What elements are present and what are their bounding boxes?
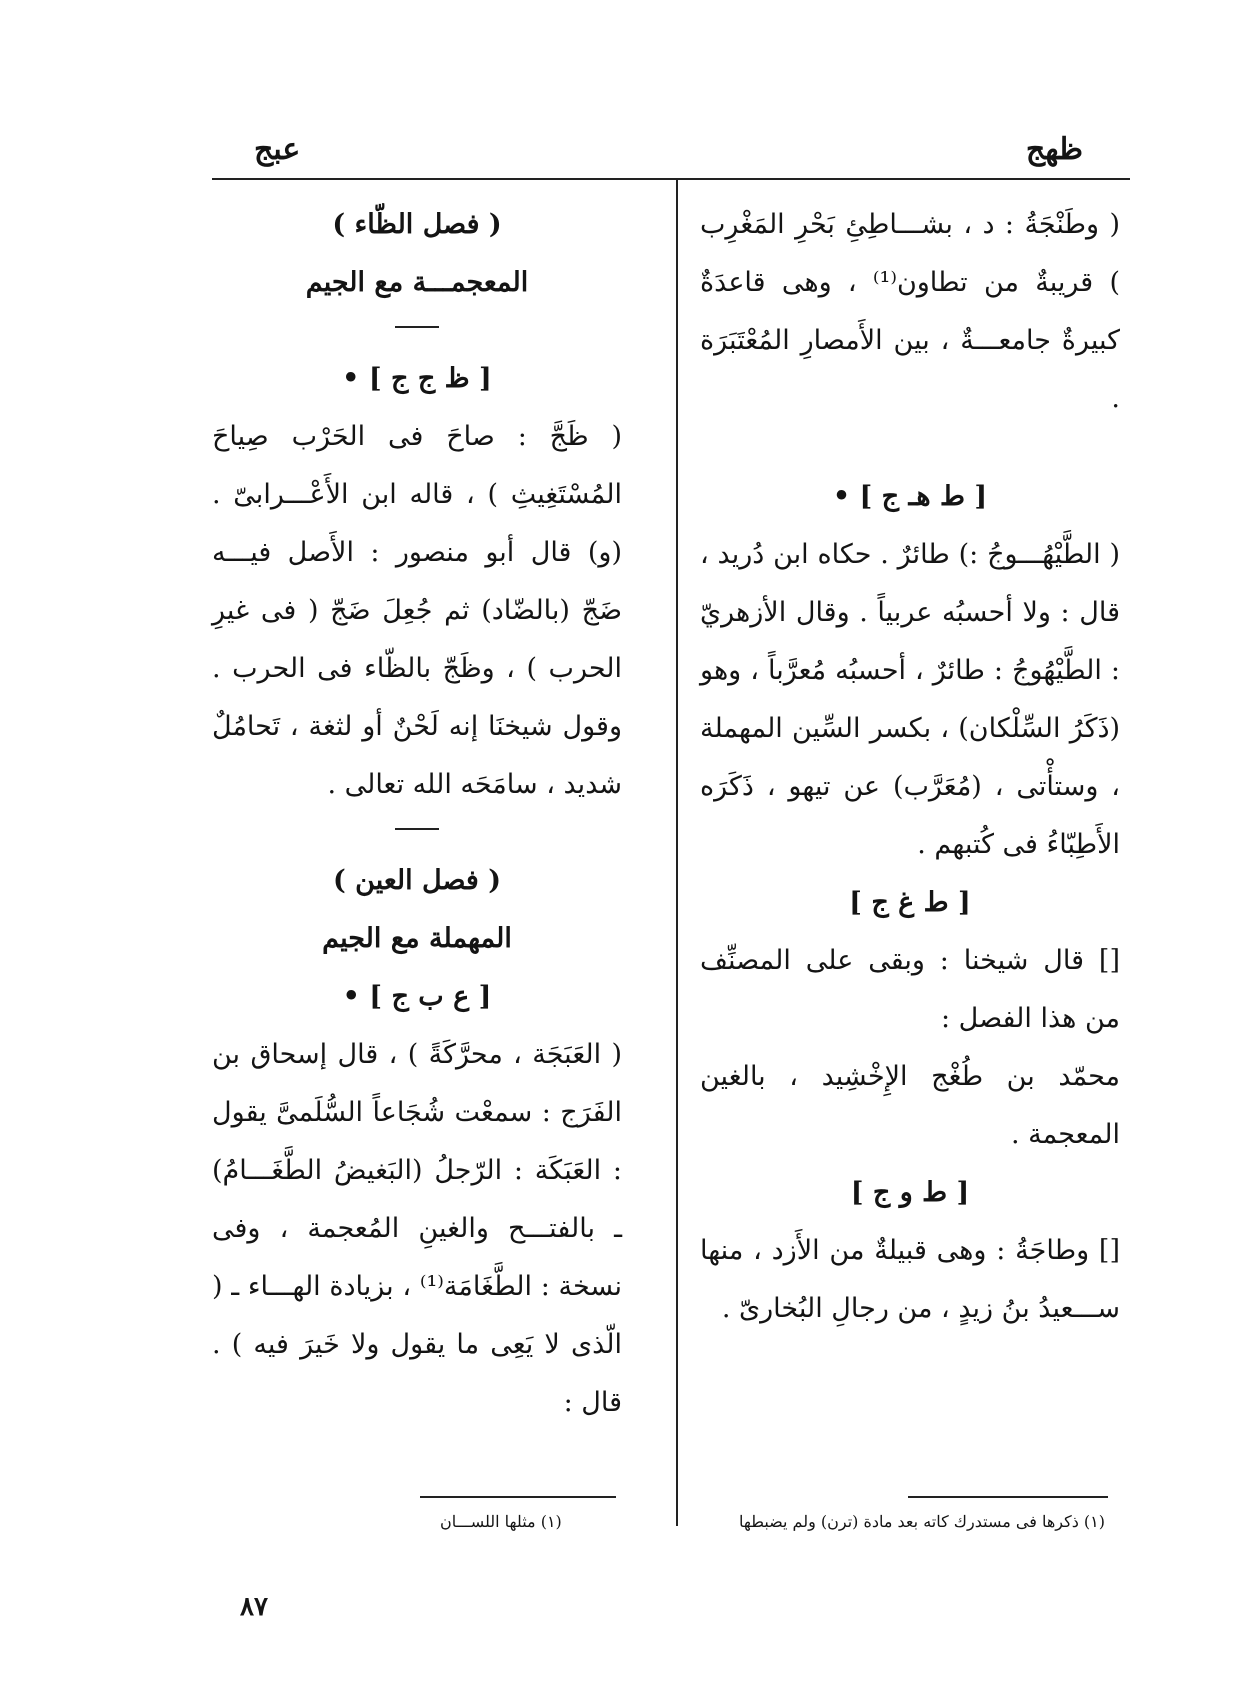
entry-note-shaykh: [] قال شيخنا : وبقى على المصنِّف من هذا الفصل : [700, 945, 1120, 1034]
footnote-right: (١) ذكرها فى مستدرك ك‍اته بعد مادة (ترن) ولم يضبطها [738, 1512, 1105, 1531]
right-column [700, 196, 1120, 1338]
section-subtitle-zaa: المعجمـــة مع الجيم [305, 267, 529, 298]
headword-zjj: [ ظ ج ج ] • [342, 363, 492, 394]
running-header-right: ظهج [1025, 132, 1083, 167]
header-rule [212, 178, 1130, 180]
footnote-rule-left [420, 1496, 616, 1498]
section-subtitle-ayn: المهملة مع الجيم [322, 923, 512, 954]
entry-taja: [] وطاجَةُ : وهى قبيلةٌ من الأَزد ، منها ســـعيدُ بنُ زيدٍ ، من رجالِ البُخارىّ . [700, 1235, 1120, 1324]
section-rule [395, 828, 439, 830]
page-number: ٨٧ [240, 1592, 268, 1622]
headword-tghj: [ ط غ ج ] [849, 887, 971, 918]
entry-tayhuj: ( الطَّيْهُـــوجُ :) طائرٌ . حكاه ابن دُريد ، قال : ولا أحسبُه عربياً . وقال الأزهريّ : الطَّيْهُوجُ : طائرٌ ، أحسبُه مُعرَّباً ، وهو (ذَكَرُ السِّلْكان) ، بكسر السِّين المهملة ، وستأْتى ، (مُعَرَّب) عن تيهو ، ذَكَرَه الأَطِبّاءُ فى كُتبهم . [700, 539, 1120, 860]
running-header-left: عبج [254, 132, 301, 167]
spacer [700, 428, 1120, 468]
headword-tahj: [ ط هـ ج ] • [832, 481, 988, 512]
section-title-zaa: ( فصل الظّاء ) [332, 209, 502, 240]
section-rule [395, 326, 439, 328]
footnote-left: (١) مثلها اللســـان [440, 1512, 562, 1531]
section-title-ayn: ( فصل العين ) [333, 865, 501, 896]
headword-twj: [ ط و ج ] [850, 1177, 970, 1208]
headword-abj: [ ع ب ج ] • [342, 981, 492, 1012]
left-column [212, 196, 622, 1432]
entry-tughj: محمّد بن طُغْج الإِخْشِيد ، بالغين المعجمة . [700, 1061, 1120, 1150]
column-divider [676, 180, 678, 1526]
entry-abaja: ( العَبَجَة ، محرَّكَةً ) ، قال إسحاق بن الفَرَج : سمعْت شُجَاعاً السُّلَمىَّ يقول : العَبَكَة : الرّجلُ (البَغيضُ الطَّغَـــامُ) ـ بالفتـــح والغينِ المُعجمة ، وفى نسخة : الطَّغَامَة⁽¹⁾ ، بزيادة الهـــاء ـ ( الّذى لا يَعِى ما يقول ولا خَيرَ فيه ) . قال : [212, 1039, 623, 1418]
entry-zajja: ( ظَجَّ : صاحَ فى الحَرْب صِياحَ المُسْتَغِيثِ ) ، قاله ابن الأَعْـــرابىّ . (و) قال أبو منصور : الأَصل فيـــه ضَجّ (بالضّاد) ثم جُعِلَ ضَجّ ( فى غيرِ الحرب ) ، وظَجّ بالظّاء فى الحرب . وقول شيخنَا إنه لَحْنٌ أو لثغة ، تَحامُلٌ شديد ، سامَحَه الله تعالى . [212, 421, 622, 800]
entry-tanja: ( وطَنْجَةُ : د ، بشـــاطِئِ بَحْرِ المَغْرِب ) قريبةٌ من تطاون⁽¹⁾ ، وهى قاعدَةٌ كبيرةٌ جامعـــةٌ ، بين الأَمصارِ المُعْتَبَرَة . [700, 209, 1120, 414]
footnote-rule-right [908, 1496, 1108, 1498]
